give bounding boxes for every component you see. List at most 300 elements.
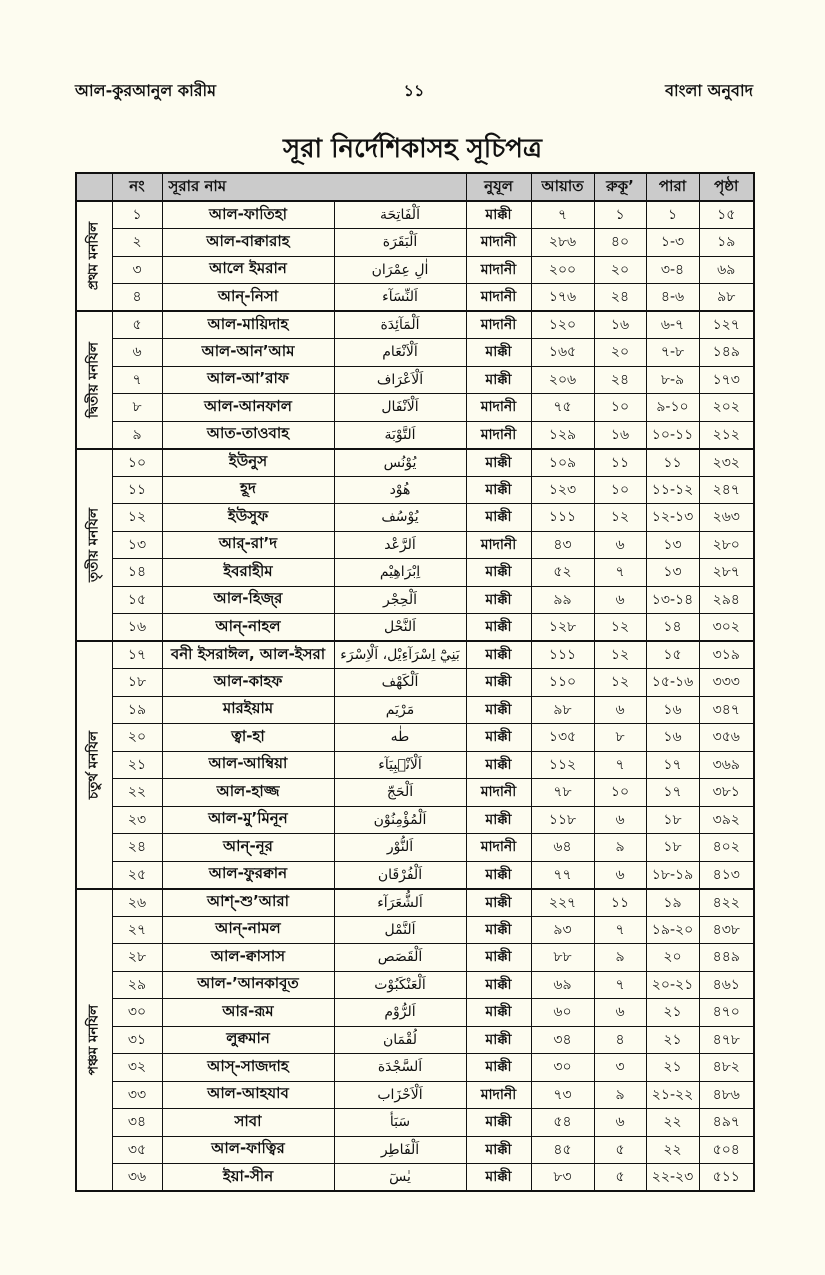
ruku-count-cell: ৭	[594, 971, 646, 999]
manzil-group-label: দ্বিতীয় মনযিল	[85, 341, 102, 418]
surah-number-cell: ২২	[112, 779, 162, 807]
para-range-cell: ১১-১২	[646, 476, 699, 504]
nuzul-place-cell: মাক্কী	[466, 641, 531, 669]
surah-name-bengali-cell: লুক্বমান	[162, 1026, 334, 1054]
para-range-cell: ২০-২১	[646, 971, 699, 999]
ruku-count-cell: ১১	[594, 889, 646, 917]
surah-name-bengali-cell: হূদ	[162, 476, 334, 504]
surah-number-cell: ৩৫	[112, 1136, 162, 1164]
surah-name-bengali-cell: আন্‌-নামল	[162, 916, 334, 944]
ruku-count-cell: ১২	[594, 614, 646, 642]
surah-name-arabic-cell: اَلْاَنْفَال	[334, 394, 466, 422]
para-range-cell: ১২-১৩	[646, 504, 699, 532]
page-number-cell: ৩৬৯	[699, 751, 754, 779]
ayat-count-cell: ১১৮	[531, 806, 594, 834]
ayat-count-cell: ১১০	[531, 669, 594, 697]
surah-name-arabic-cell: طٰه	[334, 724, 466, 752]
nuzul-place-cell: মাক্কী	[466, 971, 531, 999]
table-row	[76, 284, 754, 312]
para-range-cell: ১১	[646, 449, 699, 477]
surah-number-cell: ৭	[112, 366, 162, 394]
page-number-cell: ৬৯	[699, 256, 754, 284]
table-row	[76, 586, 754, 614]
table-row	[76, 724, 754, 752]
nuzul-place-cell: মাক্কী	[466, 1054, 531, 1082]
page-number-cell: ৪৪৯	[699, 944, 754, 972]
nuzul-place-cell: মাদানী	[466, 779, 531, 807]
page-number-cell: ১৭৩	[699, 366, 754, 394]
surah-name-bengali-cell: আন্‌-নূর	[162, 834, 334, 862]
para-range-cell: ২২	[646, 1136, 699, 1164]
surah-name-arabic-cell: اٰلِ عِمْرَان	[334, 256, 466, 284]
running-header	[75, 78, 753, 105]
surah-number-cell: ২৯	[112, 971, 162, 999]
nuzul-place-cell: মাক্কী	[466, 1164, 531, 1192]
surah-number-cell: ২৪	[112, 834, 162, 862]
table-row	[76, 696, 754, 724]
para-range-cell: ৭-৮	[646, 339, 699, 367]
ruku-count-cell: ৩	[594, 1054, 646, 1082]
surah-name-arabic-cell: يٰسٓ	[334, 1164, 466, 1192]
page-number-cell: ২৪৭	[699, 476, 754, 504]
table-row	[76, 1164, 754, 1192]
ruku-count-cell: ৬	[594, 861, 646, 889]
surah-number-cell: ৮	[112, 394, 162, 422]
ruku-count-cell: ১০	[594, 476, 646, 504]
para-range-cell: ৩-৪	[646, 256, 699, 284]
nuzul-place-cell: মাদানী	[466, 256, 531, 284]
page-number-cell: ৩০২	[699, 614, 754, 642]
ayat-count-cell: ১৬৫	[531, 339, 594, 367]
surah-name-bengali-cell: আল-আ’রাফ	[162, 366, 334, 394]
surah-number-cell: ২৬	[112, 889, 162, 917]
surah-name-arabic-cell: اَلنُّوْر	[334, 834, 466, 862]
nuzul-place-cell: মাক্কী	[466, 916, 531, 944]
surah-name-arabic-cell: اَلْفُرْقَان	[334, 861, 466, 889]
ayat-count-cell: ৭৩	[531, 1081, 594, 1109]
table-row	[76, 504, 754, 532]
surah-name-bengali-cell: আল-হিজ্‌র	[162, 586, 334, 614]
surah-number-cell: ২০	[112, 724, 162, 752]
surah-index-table	[75, 172, 755, 1192]
page-number-cell: ৪১৩	[699, 861, 754, 889]
para-range-cell: ১৮	[646, 806, 699, 834]
para-range-cell: ১৮-১৯	[646, 861, 699, 889]
surah-number-cell: ৩২	[112, 1054, 162, 1082]
table-row	[76, 449, 754, 477]
page-number-cell: ৩৫৬	[699, 724, 754, 752]
surah-number-cell: ১	[112, 201, 162, 229]
nuzul-place-cell: মাদানী	[466, 531, 531, 559]
surah-number-cell: ১৪	[112, 559, 162, 587]
surah-name-arabic-cell: اَلْمُؤْمِنُوْن	[334, 806, 466, 834]
para-range-cell: ৮-৯	[646, 366, 699, 394]
page-number-cell: ৪৮২	[699, 1054, 754, 1082]
page-number-cell: ৩১৯	[699, 641, 754, 669]
para-range-cell: ২০	[646, 944, 699, 972]
surah-number-cell: ৬	[112, 339, 162, 367]
ruku-count-cell: ৬	[594, 586, 646, 614]
surah-name-bengali-cell: আল-আহযাব	[162, 1081, 334, 1109]
manzil-group-cell	[76, 641, 112, 889]
surah-name-bengali-cell: আলে ইমরান	[162, 256, 334, 284]
page-number-cell: ৪৯৭	[699, 1109, 754, 1137]
para-range-cell: ৪-৬	[646, 284, 699, 312]
page-number-cell: ৫০৪	[699, 1136, 754, 1164]
column-header-ruku: রুকূ’	[594, 173, 646, 201]
surah-number-cell: ৩০	[112, 999, 162, 1027]
nuzul-place-cell: মাদানী	[466, 834, 531, 862]
ayat-count-cell: ১২০	[531, 311, 594, 339]
surah-number-cell: ১৯	[112, 696, 162, 724]
surah-number-cell: ২৭	[112, 916, 162, 944]
table-row	[76, 531, 754, 559]
nuzul-place-cell: মাদানী	[466, 284, 531, 312]
surah-number-cell: ২৮	[112, 944, 162, 972]
table-row	[76, 311, 754, 339]
table-row	[76, 201, 754, 229]
page-number-cell: ৪৬১	[699, 971, 754, 999]
surah-name-arabic-cell: مَرْيَم	[334, 696, 466, 724]
ayat-count-cell: ২২৭	[531, 889, 594, 917]
surah-number-cell: ২৫	[112, 861, 162, 889]
ayat-count-cell: ৩০	[531, 1054, 594, 1082]
surah-name-bengali-cell: ইউসুফ	[162, 504, 334, 532]
page-number-cell: ৯৮	[699, 284, 754, 312]
surah-name-bengali-cell: আল-ফুরক্বান	[162, 861, 334, 889]
para-range-cell: ২১	[646, 999, 699, 1027]
surah-number-cell: ৯	[112, 421, 162, 449]
ruku-count-cell: ১৬	[594, 311, 646, 339]
ayat-count-cell: ৭৭	[531, 861, 594, 889]
ruku-count-cell: ৭	[594, 916, 646, 944]
ayat-count-cell: ৮৩	[531, 1164, 594, 1192]
nuzul-place-cell: মাদানী	[466, 229, 531, 257]
nuzul-place-cell: মাক্কী	[466, 559, 531, 587]
column-header-page: পৃষ্ঠা	[699, 173, 754, 201]
ayat-count-cell: ৩৪	[531, 1026, 594, 1054]
ayat-count-cell: ১২৯	[531, 421, 594, 449]
ayat-count-cell: ১২৩	[531, 476, 594, 504]
para-range-cell: ১৪	[646, 614, 699, 642]
surah-name-bengali-cell: আল-মায়িদাহ	[162, 311, 334, 339]
ayat-count-cell: ৭	[531, 201, 594, 229]
surah-name-arabic-cell: اَلرُّوْم	[334, 999, 466, 1027]
book-title: আল-কুরআনুল কারীম	[75, 81, 217, 100]
nuzul-place-cell: মাক্কী	[466, 504, 531, 532]
table-row	[76, 614, 754, 642]
para-range-cell: ১৮	[646, 834, 699, 862]
manzil-group-cell	[76, 311, 112, 449]
manzil-group-label: প্রথম মনযিল	[85, 221, 102, 291]
ayat-count-cell: ৯৩	[531, 916, 594, 944]
table-row	[76, 229, 754, 257]
page-number-cell: ২৮০	[699, 531, 754, 559]
surah-name-bengali-cell: আল-’আনকাবূত	[162, 971, 334, 999]
page-number-cell: ৪৭৮	[699, 1026, 754, 1054]
page-number-cell: ২৯৪	[699, 586, 754, 614]
surah-name-arabic-cell: اَلرَّعْد	[334, 531, 466, 559]
surah-name-arabic-cell: اَلنَّمْل	[334, 916, 466, 944]
para-range-cell: ১৩	[646, 559, 699, 587]
nuzul-place-cell: মাক্কী	[466, 1026, 531, 1054]
table-row	[76, 1026, 754, 1054]
para-range-cell: ১	[646, 201, 699, 229]
table-row	[76, 916, 754, 944]
surah-number-cell: ৪	[112, 284, 162, 312]
para-range-cell: ১৬	[646, 724, 699, 752]
surah-name-arabic-cell: اَلْاَعْرَاف	[334, 366, 466, 394]
surah-number-cell: ১৬	[112, 614, 162, 642]
page-title: সূরা নির্দেশিকাসহ সূচিপত্র	[283, 134, 542, 164]
surah-number-cell: ১৩	[112, 531, 162, 559]
manzil-group-cell	[76, 201, 112, 311]
surah-name-bengali-cell: আল-হাজ্জ	[162, 779, 334, 807]
page-number-cell: ৪৭০	[699, 999, 754, 1027]
ayat-count-cell: ৪৫	[531, 1136, 594, 1164]
nuzul-place-cell: মাক্কী	[466, 366, 531, 394]
nuzul-place-cell: মাক্কী	[466, 586, 531, 614]
surah-number-cell: ৩১	[112, 1026, 162, 1054]
nuzul-place-cell: মাক্কী	[466, 1109, 531, 1137]
page-number-cell: ২১২	[699, 421, 754, 449]
ayat-count-cell: ১৭৬	[531, 284, 594, 312]
para-range-cell: ২২	[646, 1109, 699, 1137]
table-row	[76, 944, 754, 972]
surah-number-cell: ১১	[112, 476, 162, 504]
ayat-count-cell: ৯৯	[531, 586, 594, 614]
para-range-cell: ১৫	[646, 641, 699, 669]
surah-name-arabic-cell: اَلسَّجْدَة	[334, 1054, 466, 1082]
surah-name-arabic-cell: اَلْبَقَرَة	[334, 229, 466, 257]
surah-name-bengali-cell: ইয়া-সীন	[162, 1164, 334, 1192]
surah-name-arabic-cell: اَلنَّحْل	[334, 614, 466, 642]
table-row	[76, 366, 754, 394]
surah-number-cell: ১২	[112, 504, 162, 532]
surah-name-arabic-cell: اَلْكَهْف	[334, 669, 466, 697]
page-number-cell: ২০২	[699, 394, 754, 422]
surah-name-bengali-cell: আল-মু’মিনূন	[162, 806, 334, 834]
ayat-count-cell: ৫২	[531, 559, 594, 587]
manzil-group-cell	[76, 449, 112, 642]
nuzul-place-cell: মাদানী	[466, 1081, 531, 1109]
table-row	[76, 394, 754, 422]
surah-name-bengali-cell: ইউনুস	[162, 449, 334, 477]
ayat-count-cell: ১১২	[531, 751, 594, 779]
para-range-cell: ৯-১০	[646, 394, 699, 422]
table-row	[76, 1136, 754, 1164]
para-range-cell: ১৫-১৬	[646, 669, 699, 697]
para-range-cell: ১০-১১	[646, 421, 699, 449]
surah-number-cell: ৩৪	[112, 1109, 162, 1137]
table-row	[76, 999, 754, 1027]
surah-name-bengali-cell: আর-রূম	[162, 999, 334, 1027]
page-number-cell: ১৪৯	[699, 339, 754, 367]
surah-name-bengali-cell: ইবরাহীম	[162, 559, 334, 587]
surah-number-cell: ৫	[112, 311, 162, 339]
nuzul-place-cell: মাক্কী	[466, 861, 531, 889]
surah-number-cell: ৩৩	[112, 1081, 162, 1109]
ayat-count-cell: ৭৫	[531, 394, 594, 422]
ruku-count-cell: ১২	[594, 669, 646, 697]
surah-name-bengali-cell: ত্বা-হা	[162, 724, 334, 752]
ruku-count-cell: ২৪	[594, 284, 646, 312]
surah-name-arabic-cell: اَلْحِجْر	[334, 586, 466, 614]
table-row	[76, 641, 754, 669]
para-range-cell: ২১	[646, 1054, 699, 1082]
surah-name-bengali-cell: আন্‌-নাহল	[162, 614, 334, 642]
table-row	[76, 476, 754, 504]
surah-name-arabic-cell: اَلْاَنْۢبِيَآء	[334, 751, 466, 779]
page-number-cell: ৩৯২	[699, 806, 754, 834]
para-range-cell: ১৩-১৪	[646, 586, 699, 614]
page-number-cell: ৪৩৮	[699, 916, 754, 944]
ruku-count-cell: ৯	[594, 834, 646, 862]
page-number-cell: ১৫	[699, 201, 754, 229]
ayat-count-cell: ১২৮	[531, 614, 594, 642]
ruku-count-cell: ৬	[594, 696, 646, 724]
table-row	[76, 339, 754, 367]
nuzul-place-cell: মাক্কী	[466, 999, 531, 1027]
page-number-cell: ৪২২	[699, 889, 754, 917]
column-header-nuzul: নুযূল	[466, 173, 531, 201]
ruku-count-cell: ৫	[594, 1164, 646, 1192]
surah-name-bengali-cell: আন্‌-নিসা	[162, 284, 334, 312]
manzil-group-label: চতুর্থ মনযিল	[85, 730, 102, 799]
page-number-cell: ২৮৭	[699, 559, 754, 587]
page-number-cell: ২৩২	[699, 449, 754, 477]
page-number-cell: ৪৮৬	[699, 1081, 754, 1109]
ruku-count-cell: ৯	[594, 1081, 646, 1109]
manzil-group-label: পঞ্চম মনযিল	[85, 1004, 102, 1075]
ayat-count-cell: ১৩৫	[531, 724, 594, 752]
ruku-count-cell: ৭	[594, 559, 646, 587]
surah-name-arabic-cell: سَبَأ	[334, 1109, 466, 1137]
surah-name-bengali-cell: আল-ফাতিহা	[162, 201, 334, 229]
table-row	[76, 751, 754, 779]
table-row	[76, 779, 754, 807]
surah-name-arabic-cell: اَلْاَحْزَاب	[334, 1081, 466, 1109]
ruku-count-cell: ১০	[594, 779, 646, 807]
nuzul-place-cell: মাক্কী	[466, 201, 531, 229]
surah-name-arabic-cell: اَلْفَاتِحَة	[334, 201, 466, 229]
page-number: ১১	[403, 81, 425, 100]
para-range-cell: ১৭	[646, 751, 699, 779]
column-header-ayat: আয়াত	[531, 173, 594, 201]
surah-number-cell: ২	[112, 229, 162, 257]
nuzul-place-cell: মাক্কী	[466, 696, 531, 724]
page-number-cell: ৩৮১	[699, 779, 754, 807]
nuzul-place-cell: মাক্কী	[466, 806, 531, 834]
surah-name-arabic-cell: اَلْاَنْعَام	[334, 339, 466, 367]
nuzul-place-cell: মাদানী	[466, 394, 531, 422]
surah-name-bengali-cell: আল-আনফাল	[162, 394, 334, 422]
column-header-no: নং	[112, 173, 162, 201]
nuzul-place-cell: মাক্কী	[466, 339, 531, 367]
surah-number-cell: ১৭	[112, 641, 162, 669]
manzil-header-cell	[76, 173, 112, 201]
para-range-cell: ২১-২২	[646, 1081, 699, 1109]
surah-number-cell: ৩৬	[112, 1164, 162, 1192]
page-number-cell: ৪০২	[699, 834, 754, 862]
surah-name-bengali-cell: বনী ইসরাঈল, আল-ইসরা	[162, 641, 334, 669]
ruku-count-cell: ৬	[594, 806, 646, 834]
nuzul-place-cell: মাক্কী	[466, 669, 531, 697]
para-range-cell: ১৯	[646, 889, 699, 917]
column-header-name: সূরার নাম	[162, 173, 466, 201]
table-row	[76, 806, 754, 834]
para-range-cell: ১৩	[646, 531, 699, 559]
table-row	[76, 559, 754, 587]
ayat-count-cell: ১১১	[531, 641, 594, 669]
table-row	[76, 421, 754, 449]
table-row	[76, 1054, 754, 1082]
surah-name-arabic-cell: اَلْحَجّ	[334, 779, 466, 807]
para-range-cell: ১৬	[646, 696, 699, 724]
surah-name-bengali-cell: আর্‌-রা’দ	[162, 531, 334, 559]
page-number-cell: ১২৭	[699, 311, 754, 339]
surah-name-bengali-cell: আত-তাওবাহ	[162, 421, 334, 449]
table-row	[76, 971, 754, 999]
ayat-count-cell: ৬০	[531, 999, 594, 1027]
ruku-count-cell: ৪০	[594, 229, 646, 257]
column-header-para: পারা	[646, 173, 699, 201]
ruku-count-cell: ৮	[594, 724, 646, 752]
surah-number-cell: ৩	[112, 256, 162, 284]
para-range-cell: ১৭	[646, 779, 699, 807]
surah-name-arabic-cell: اَلتَّوْبَة	[334, 421, 466, 449]
ruku-count-cell: ৬	[594, 531, 646, 559]
nuzul-place-cell: মাক্কী	[466, 476, 531, 504]
para-range-cell: ১-৩	[646, 229, 699, 257]
nuzul-place-cell: মাদানী	[466, 421, 531, 449]
table-row	[76, 1109, 754, 1137]
para-range-cell: ৬-৭	[646, 311, 699, 339]
nuzul-place-cell: মাক্কী	[466, 1136, 531, 1164]
para-range-cell: ১৯-২০	[646, 916, 699, 944]
table-header-row	[76, 173, 754, 201]
page-number-cell: ৫১১	[699, 1164, 754, 1192]
ayat-count-cell: ২০০	[531, 256, 594, 284]
surah-name-bengali-cell: আল-বাক্বারাহ	[162, 229, 334, 257]
ayat-count-cell: ৮৮	[531, 944, 594, 972]
ruku-count-cell: ২০	[594, 339, 646, 367]
ayat-count-cell: ১০৯	[531, 449, 594, 477]
table-row	[76, 669, 754, 697]
surah-name-bengali-cell: আল-ক্বাসাস	[162, 944, 334, 972]
ruku-count-cell: ১০	[594, 394, 646, 422]
page-number-cell: ৩৩৩	[699, 669, 754, 697]
surah-name-bengali-cell: মারইয়াম	[162, 696, 334, 724]
ruku-count-cell: ১২	[594, 504, 646, 532]
surah-name-arabic-cell: اَلْفَاطِر	[334, 1136, 466, 1164]
surah-name-bengali-cell: আস্‌-সাজদাহ	[162, 1054, 334, 1082]
nuzul-place-cell: মাক্কী	[466, 751, 531, 779]
surah-number-cell: ২৩	[112, 806, 162, 834]
table-row	[76, 834, 754, 862]
page-number-cell: ২৬৩	[699, 504, 754, 532]
ruku-count-cell: ১৬	[594, 421, 646, 449]
surah-name-bengali-cell: আল-আন’আম	[162, 339, 334, 367]
ayat-count-cell: ১১১	[531, 504, 594, 532]
manzil-group-label: তৃতীয় মনযিল	[85, 507, 102, 582]
ayat-count-cell: ৬৪	[531, 834, 594, 862]
surah-name-arabic-cell: اَلْعَنْكَبُوْت	[334, 971, 466, 999]
ayat-count-cell: ৬৯	[531, 971, 594, 999]
ruku-count-cell: ৬	[594, 999, 646, 1027]
surah-number-cell: ১৫	[112, 586, 162, 614]
nuzul-place-cell: মাক্কী	[466, 614, 531, 642]
